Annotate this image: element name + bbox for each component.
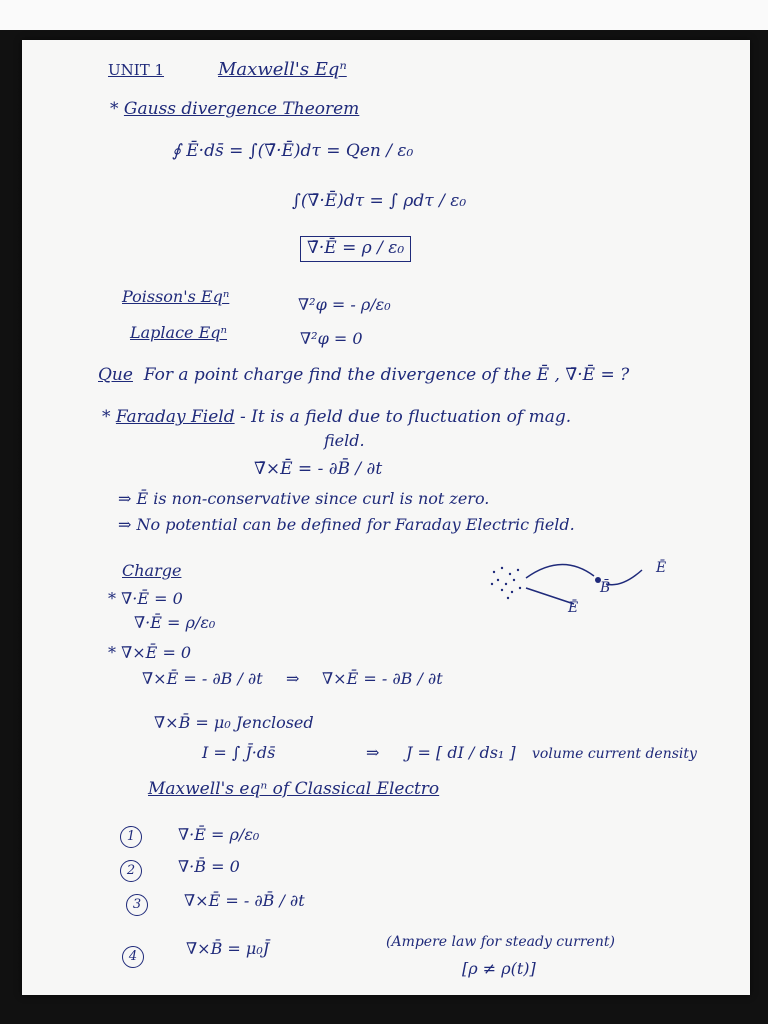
charge-eq-6: ∇̄×B̄ = μ₀ Jenclosed: [154, 713, 314, 732]
charge-eq-8: J = [ dI / ds₁ ]: [406, 743, 516, 762]
charge-eq-2: ∇̄·Ē = ρ/ε₀: [134, 613, 216, 632]
laplace-label: Laplace Eqⁿ: [130, 323, 227, 342]
laplace-eq: ∇²φ = 0: [300, 329, 363, 348]
ampere-condition: [ρ ≠ ρ(t)]: [462, 959, 536, 978]
eq-number-4: 4: [122, 946, 144, 968]
maxwell-eq-2: ∇̄·B̄ = 0: [178, 857, 240, 876]
gauss-eq-1: ∮ Ē·ds̄ = ∫(∇̄·Ē)dτ = Qen / ε₀: [172, 141, 414, 161]
b-label: B̄: [600, 580, 611, 596]
maxwell-eq-4: ∇̄×B̄ = μ₀J̄: [186, 939, 270, 958]
faraday-eq: ∇̄×Ē = - ∂B̄ / ∂t: [254, 459, 383, 479]
charge-eq-5: ∇̄×Ē = - ∂B / ∂t: [322, 669, 443, 688]
faraday-note-2: ⇒ No potential can be defined for Faraday Electric field.: [118, 515, 575, 534]
curved-arrow: [526, 564, 594, 578]
faraday-line-2: field.: [324, 431, 365, 450]
background-strip: [0, 0, 768, 30]
charge-eq-3: * ∇̄×Ē = 0: [108, 643, 192, 662]
gauss-eq-2: ∫(∇̄·Ē)dτ = ∫ ρdτ / ε₀: [292, 191, 467, 211]
maxwell-eq-1: ∇̄·Ē = ρ/ε₀: [178, 825, 260, 844]
notebook-page: [22, 40, 750, 995]
charge-eq-4: ∇̄×Ē = - ∂B / ∂t: [142, 669, 263, 688]
e-label-1: Ē: [656, 560, 667, 576]
charge-eq-1: * ∇̄·Ē = 0: [108, 589, 183, 608]
unit-label: UNIT 1: [108, 61, 165, 79]
maxwell-eq-3: ∇̄×Ē = - ∂B̄ / ∂t: [184, 891, 305, 910]
faraday-note-1: ⇒ Ē is non-conservative since curl is not zero.: [118, 489, 490, 508]
gauss-heading: * Gauss divergence Theorem: [110, 99, 360, 119]
eq-number-1: 1: [120, 826, 142, 848]
charge-heading: Charge: [122, 561, 182, 580]
implies-arrow: ⇒: [286, 669, 300, 688]
field-arrow: [526, 588, 574, 604]
charge-eq-7: I = ∫ J̄·ds̄: [202, 743, 276, 762]
ampere-note: (Ampere law for steady current): [386, 934, 615, 950]
eq-number-2: 2: [120, 860, 142, 882]
page-title: Maxwell's Eqⁿ: [218, 59, 347, 80]
current-density-note: volume current density: [532, 746, 697, 762]
question: Que For a point charge find the divergence of the Ē , ∇̄·Ē = ?: [98, 365, 630, 385]
maxwell-heading: Maxwell's eqⁿ of Classical Electro: [148, 779, 440, 799]
eq-number-3: 3: [126, 894, 148, 916]
charge-dots: [491, 567, 521, 599]
faraday-heading: * Faraday Field - It is a field due to fluctuation of mag.: [102, 407, 572, 427]
poisson-eq: ∇²φ = - ρ/ε₀: [298, 295, 391, 314]
field-diagram: [482, 552, 712, 632]
gauss-boxed-eq: ∇̄·Ē = ρ / ε₀: [300, 236, 411, 262]
poisson-label: Poisson's Eqⁿ: [122, 287, 230, 306]
field-arrow-2: [606, 570, 642, 585]
implies-arrow-2: ⇒: [366, 743, 380, 762]
e-label-2: Ē: [568, 600, 579, 616]
